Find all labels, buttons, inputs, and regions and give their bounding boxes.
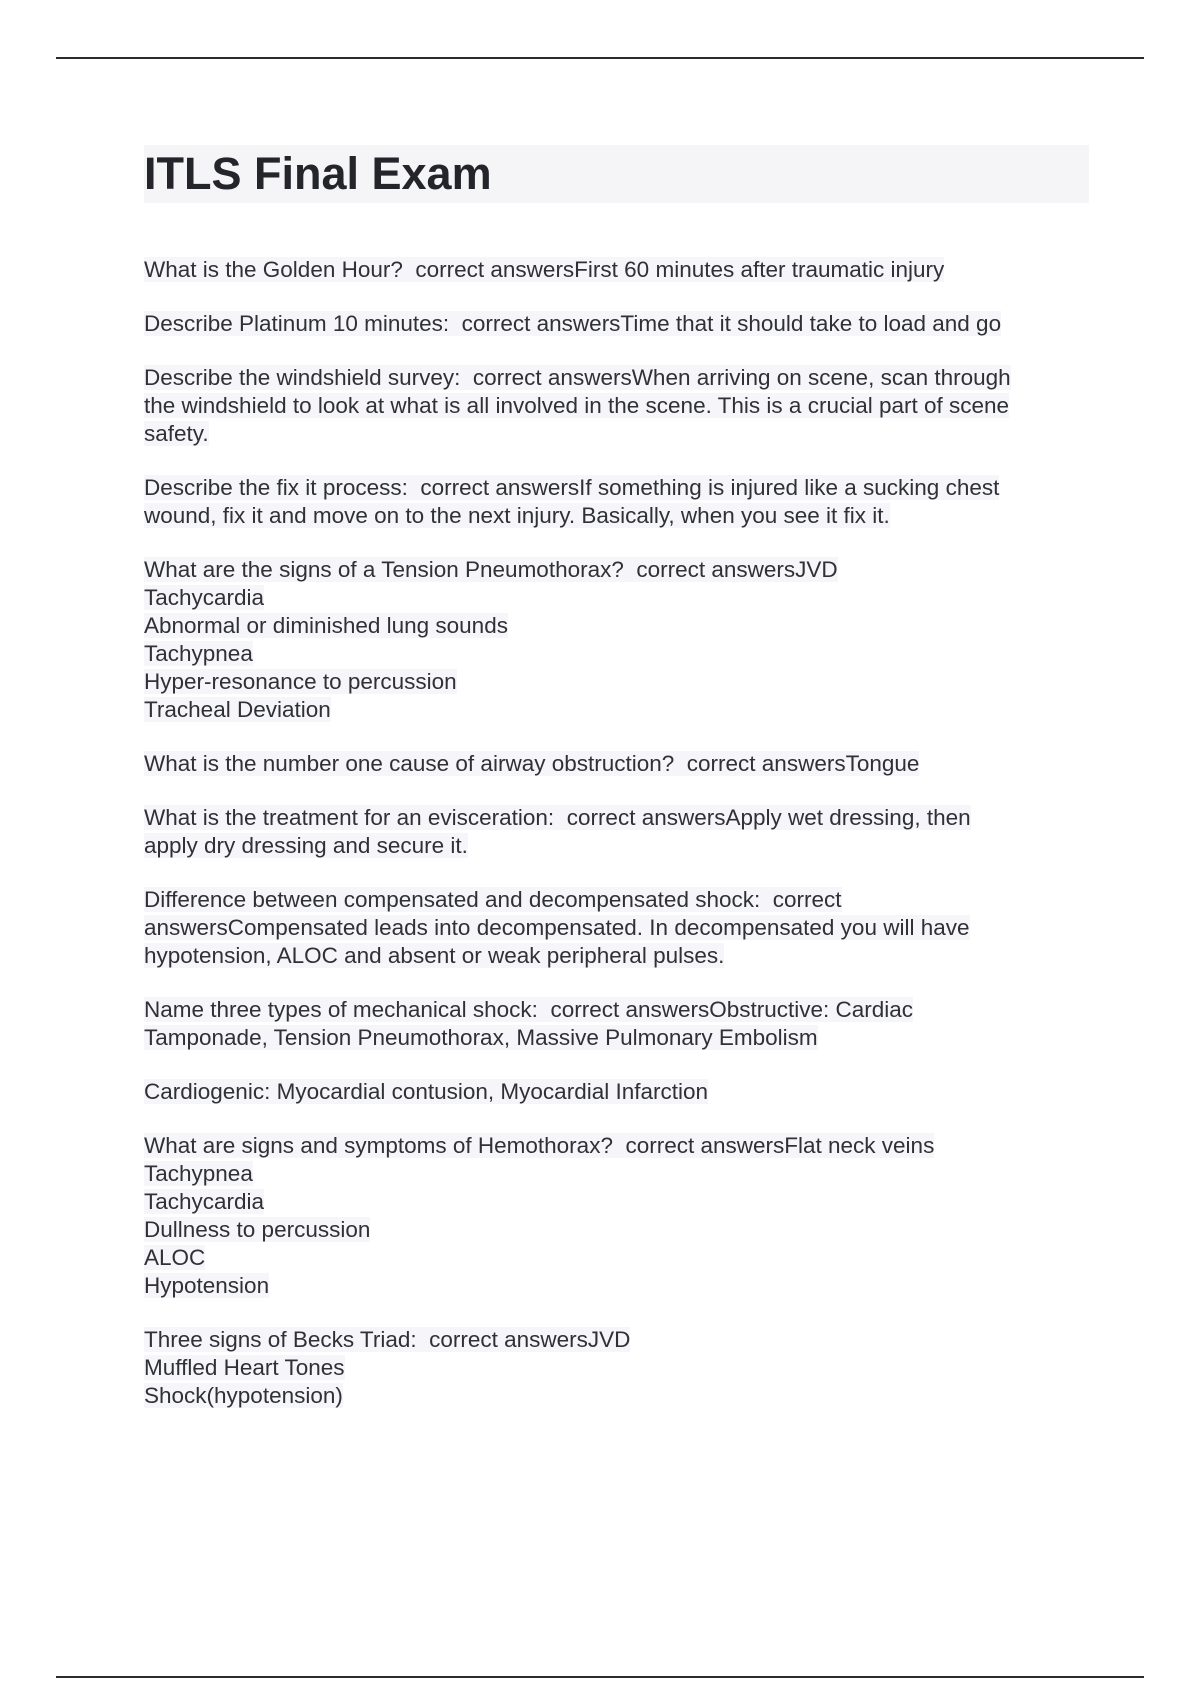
qa-line-text: Cardiogenic: Myocardial contusion, Myocardial Infarction <box>144 1079 709 1104</box>
qa-line-text: What are the signs of a Tension Pneumothorax? correct answersJVD <box>144 557 838 582</box>
qa-line-text: apply dry dressing and secure it. <box>144 833 468 858</box>
qa-line <box>144 750 1089 778</box>
qa-line <box>144 886 1089 914</box>
qa-line-text: Describe the fix it process: correct answersIf something is injured like a sucking chest <box>144 475 1000 500</box>
qa-line <box>144 310 1089 338</box>
qa-item <box>144 310 1089 338</box>
qa-line <box>144 996 1089 1024</box>
qa-line-text: Difference between compensated and decompensated shock: correct <box>144 887 842 912</box>
qa-line-text: Describe Platinum 10 minutes: correct answersTime that it should take to load and go <box>144 311 1002 336</box>
qa-line <box>144 1216 1089 1244</box>
qa-line-text: Shock(hypotension) <box>144 1383 343 1408</box>
qa-line <box>144 804 1089 832</box>
qa-line <box>144 256 1089 284</box>
qa-line-text: Tachycardia <box>144 1189 265 1214</box>
qa-item <box>144 996 1089 1052</box>
qa-line <box>144 1188 1089 1216</box>
qa-list <box>144 256 1089 1410</box>
qa-line <box>144 942 1089 970</box>
qa-line <box>144 1326 1089 1354</box>
qa-line-text: the windshield to look at what is all involved in the scene. This is a crucial part of scene <box>144 393 1010 418</box>
qa-item <box>144 804 1089 860</box>
qa-line-text: safety. <box>144 421 209 446</box>
qa-line <box>144 392 1089 420</box>
qa-line-text: Tachypnea <box>144 641 253 666</box>
qa-item <box>144 364 1089 448</box>
qa-item <box>144 750 1089 778</box>
qa-line-text: Tachycardia <box>144 585 265 610</box>
qa-line-text: Hyper-resonance to percussion <box>144 669 457 694</box>
qa-line-text: Tamponade, Tension Pneumothorax, Massive Pulmonary Embolism <box>144 1025 818 1050</box>
qa-line-text: hypotension, ALOC and absent or weak peripheral pulses. <box>144 943 725 968</box>
qa-line-text: ALOC <box>144 1245 206 1270</box>
qa-line <box>144 474 1089 502</box>
qa-line <box>144 640 1089 668</box>
qa-line <box>144 502 1089 530</box>
qa-line <box>144 1132 1089 1160</box>
qa-line-text: Muffled Heart Tones <box>144 1355 345 1380</box>
qa-line-text: answersCompensated leads into decompensated. In decompensated you will have <box>144 915 970 940</box>
qa-line <box>144 1160 1089 1188</box>
qa-line <box>144 696 1089 724</box>
qa-line-text: What is the treatment for an evisceration: correct answersApply wet dressing, then <box>144 805 971 830</box>
qa-line <box>144 1382 1089 1410</box>
qa-line <box>144 556 1089 584</box>
qa-line-text: wound, fix it and move on to the next injury. Basically, when you see it fix it. <box>144 503 890 528</box>
qa-line <box>144 1024 1089 1052</box>
qa-line-text: What is the number one cause of airway obstruction? correct answersTongue <box>144 751 920 776</box>
qa-item <box>144 256 1089 284</box>
qa-line-text: Three signs of Becks Triad: correct answersJVD <box>144 1327 631 1352</box>
page-title: ITLS Final Exam <box>144 145 1089 203</box>
qa-line <box>144 1354 1089 1382</box>
qa-line <box>144 1078 1089 1106</box>
qa-line <box>144 668 1089 696</box>
document-body <box>144 145 1089 1436</box>
qa-line <box>144 832 1089 860</box>
qa-item <box>144 474 1089 530</box>
qa-item <box>144 1326 1089 1410</box>
qa-item <box>144 1078 1089 1106</box>
qa-item <box>144 556 1089 724</box>
top-rule <box>56 57 1144 59</box>
qa-line <box>144 914 1089 942</box>
qa-line-text: Dullness to percussion <box>144 1217 371 1242</box>
qa-line-text: Tracheal Deviation <box>144 697 331 722</box>
qa-line-text: Hypotension <box>144 1273 270 1298</box>
qa-line <box>144 612 1089 640</box>
qa-line-text: Name three types of mechanical shock: correct answersObstructive: Cardiac <box>144 997 914 1022</box>
qa-line <box>144 584 1089 612</box>
qa-line <box>144 420 1089 448</box>
bottom-rule <box>56 1676 1144 1678</box>
qa-line-text: Tachypnea <box>144 1161 253 1186</box>
qa-line <box>144 1272 1089 1300</box>
qa-line <box>144 364 1089 392</box>
qa-item <box>144 886 1089 970</box>
qa-line-text: What are signs and symptoms of Hemothorax? correct answersFlat neck veins <box>144 1133 935 1158</box>
qa-line-text: What is the Golden Hour? correct answersFirst 60 minutes after traumatic injury <box>144 257 945 282</box>
qa-line <box>144 1244 1089 1272</box>
qa-line-text: Describe the windshield survey: correct answersWhen arriving on scene, scan through <box>144 365 1011 390</box>
qa-line-text: Abnormal or diminished lung sounds <box>144 613 508 638</box>
qa-item <box>144 1132 1089 1300</box>
